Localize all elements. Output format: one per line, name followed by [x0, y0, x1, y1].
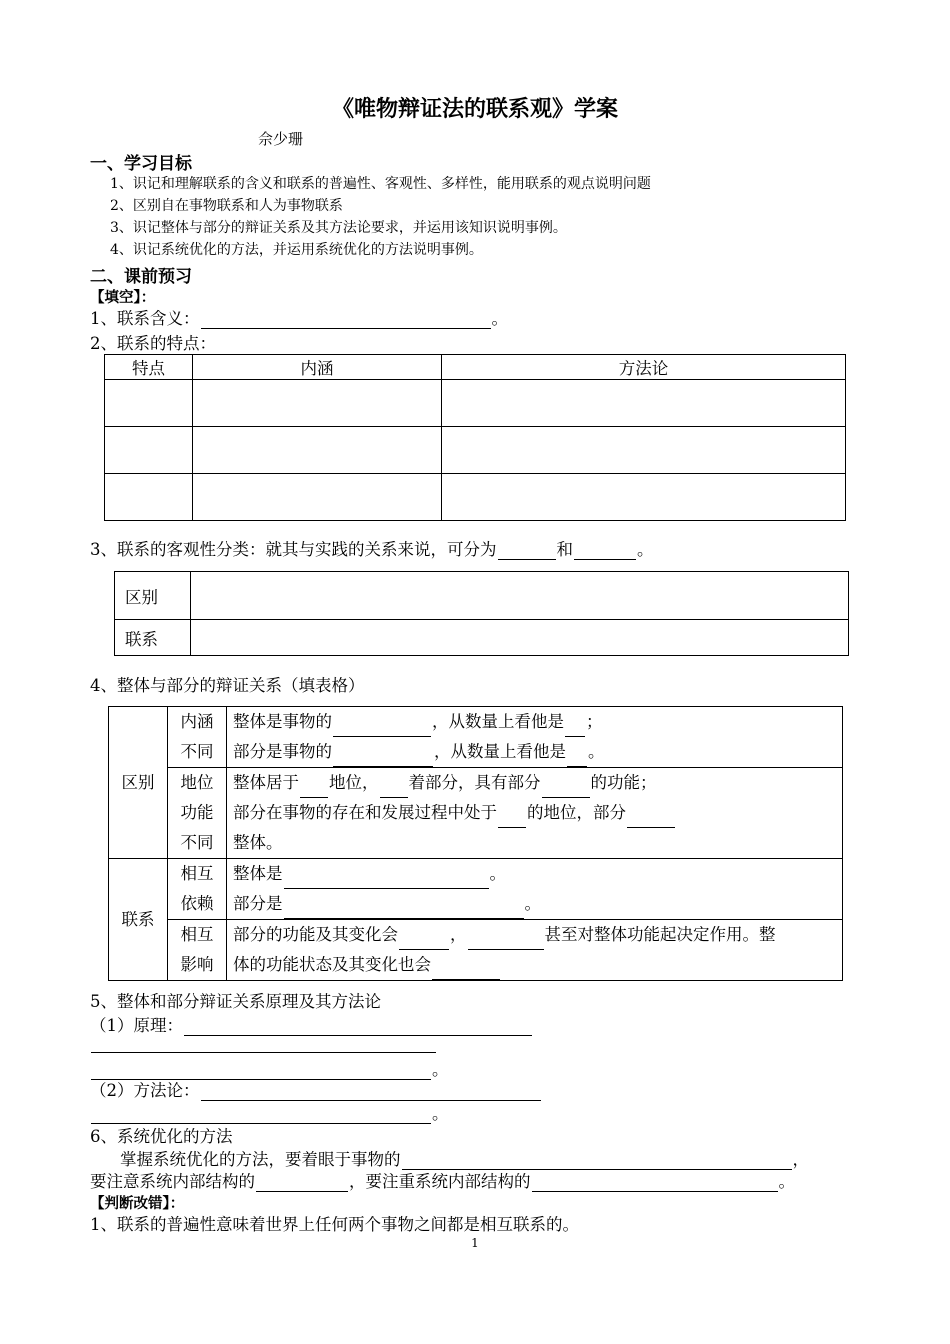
- content-cell: 整体是 。 部分是 。: [227, 859, 843, 920]
- table-header: 方法论: [442, 355, 846, 380]
- blank-field[interactable]: [565, 719, 585, 737]
- table-cell[interactable]: [105, 474, 193, 521]
- judge-label: 【判断改错】：: [90, 1196, 185, 1212]
- blank-field[interactable]: [532, 1174, 778, 1192]
- row-label-diff: 区别: [109, 707, 168, 859]
- blank-field[interactable]: [300, 780, 328, 798]
- table-cell[interactable]: [191, 572, 849, 620]
- blank-field[interactable]: [498, 542, 556, 560]
- table-cell[interactable]: [105, 380, 193, 427]
- blank-field[interactable]: [627, 810, 675, 828]
- blank-field[interactable]: [284, 871, 489, 889]
- row-label: 区别: [115, 572, 191, 620]
- question-6-line1: 掌握系统优化的方法，要着眼于事物的 ，: [120, 1150, 809, 1169]
- section2-heading: 二、课前预习: [90, 267, 192, 287]
- blank-field[interactable]: [201, 1083, 541, 1101]
- row-label-link: 联系: [109, 859, 168, 981]
- content-cell: 整体是事物的 ，从数量上看他是 ； 部分是事物的 ，从数量上看他是 。: [227, 707, 843, 768]
- whole-part-table: [108, 706, 843, 981]
- page-number: 1: [471, 1236, 479, 1250]
- page-title: 《唯物辩证法的联系观》学案: [331, 97, 618, 122]
- blank-field[interactable]: [256, 1174, 348, 1192]
- blank-field[interactable]: [567, 749, 587, 767]
- principle-line: 。: [90, 1056, 449, 1080]
- blank-field[interactable]: [432, 962, 500, 980]
- question-2-label: 2、联系的特点：: [90, 334, 216, 353]
- blank-field[interactable]: [333, 719, 431, 737]
- row-label: 联系: [115, 620, 191, 656]
- blank-field[interactable]: [380, 780, 408, 798]
- table-cell[interactable]: [442, 427, 846, 474]
- blank-field[interactable]: [201, 311, 491, 329]
- blank-field[interactable]: [399, 932, 449, 950]
- table-cell[interactable]: [442, 380, 846, 427]
- question-3: 3、联系的客观性分类：就其与实践的关系来说，可分为 和 。: [90, 540, 654, 559]
- question-5-label: 5、整体和部分辩证关系原理及其方法论: [90, 992, 381, 1011]
- sub-label: 内涵 不同: [168, 707, 227, 768]
- question-6-line2: 要注意系统内部结构的 ，要注重系统内部结构的 。: [90, 1172, 795, 1191]
- table-cell[interactable]: [105, 427, 193, 474]
- table-cell[interactable]: [191, 620, 849, 656]
- blank-field[interactable]: [542, 780, 590, 798]
- goal-item: 1、识记和理解联系的含义和联系的普遍性、客观性、多样性，能用联系的观点说明问题: [110, 176, 651, 192]
- goal-item: 2、区别自在事物联系和人为事物联系: [110, 198, 343, 214]
- fill-label: 【填空】：: [90, 290, 156, 306]
- sub-label: 地位 功能 不同: [168, 768, 227, 859]
- goal-item: 3、识记整体与部分的辩证关系及其方法论要求，并运用该知识说明事例。: [110, 220, 567, 236]
- blank-field[interactable]: [91, 1035, 436, 1053]
- blank-field[interactable]: [91, 1106, 431, 1124]
- question-1: 1、联系含义： 。: [90, 309, 508, 328]
- judge-item-1: 1、联系的普遍性意味着世界上任何两个事物之间都是相互联系的。: [90, 1215, 579, 1234]
- table-cell[interactable]: [193, 427, 442, 474]
- sub-label: 相互 影响: [168, 920, 227, 981]
- sub-label: 相互 依赖: [168, 859, 227, 920]
- blank-field[interactable]: [468, 932, 544, 950]
- goal-item: 4、识记系统优化的方法，并运用系统优化的方法说明事例。: [110, 242, 483, 258]
- question-4-label: 4、整体与部分的辩证关系（填表格）: [90, 676, 365, 695]
- table-header: 特点: [105, 355, 193, 380]
- blank-field[interactable]: [574, 542, 636, 560]
- section1-heading: 一、学习目标: [90, 154, 192, 174]
- features-table: [104, 354, 846, 521]
- table-header: 内涵: [193, 355, 442, 380]
- blank-field[interactable]: [284, 901, 524, 919]
- classification-table: [114, 571, 849, 656]
- question-6-label: 6、系统优化的方法: [90, 1127, 233, 1146]
- table-cell[interactable]: [193, 474, 442, 521]
- blank-field[interactable]: [333, 749, 433, 767]
- content-cell: 部分的功能及其变化会 ， 甚至对整体功能起决定作用。整 体的功能状态及其变化也会: [227, 920, 843, 981]
- principle-line: （1）原理：: [90, 1012, 533, 1036]
- table-cell[interactable]: [442, 474, 846, 521]
- principle-line: [90, 1034, 437, 1053]
- table-cell[interactable]: [193, 380, 442, 427]
- method-line: 。: [90, 1100, 449, 1124]
- author: 佘少珊: [258, 130, 304, 148]
- method-line: （2）方法论：: [90, 1077, 542, 1101]
- content-cell: 整体居于 地位， 着部分，具有部分 的功能； 部分在事物的存在和发展过程中处于 的地位，部分 整体。: [227, 768, 843, 859]
- blank-field[interactable]: [498, 810, 526, 828]
